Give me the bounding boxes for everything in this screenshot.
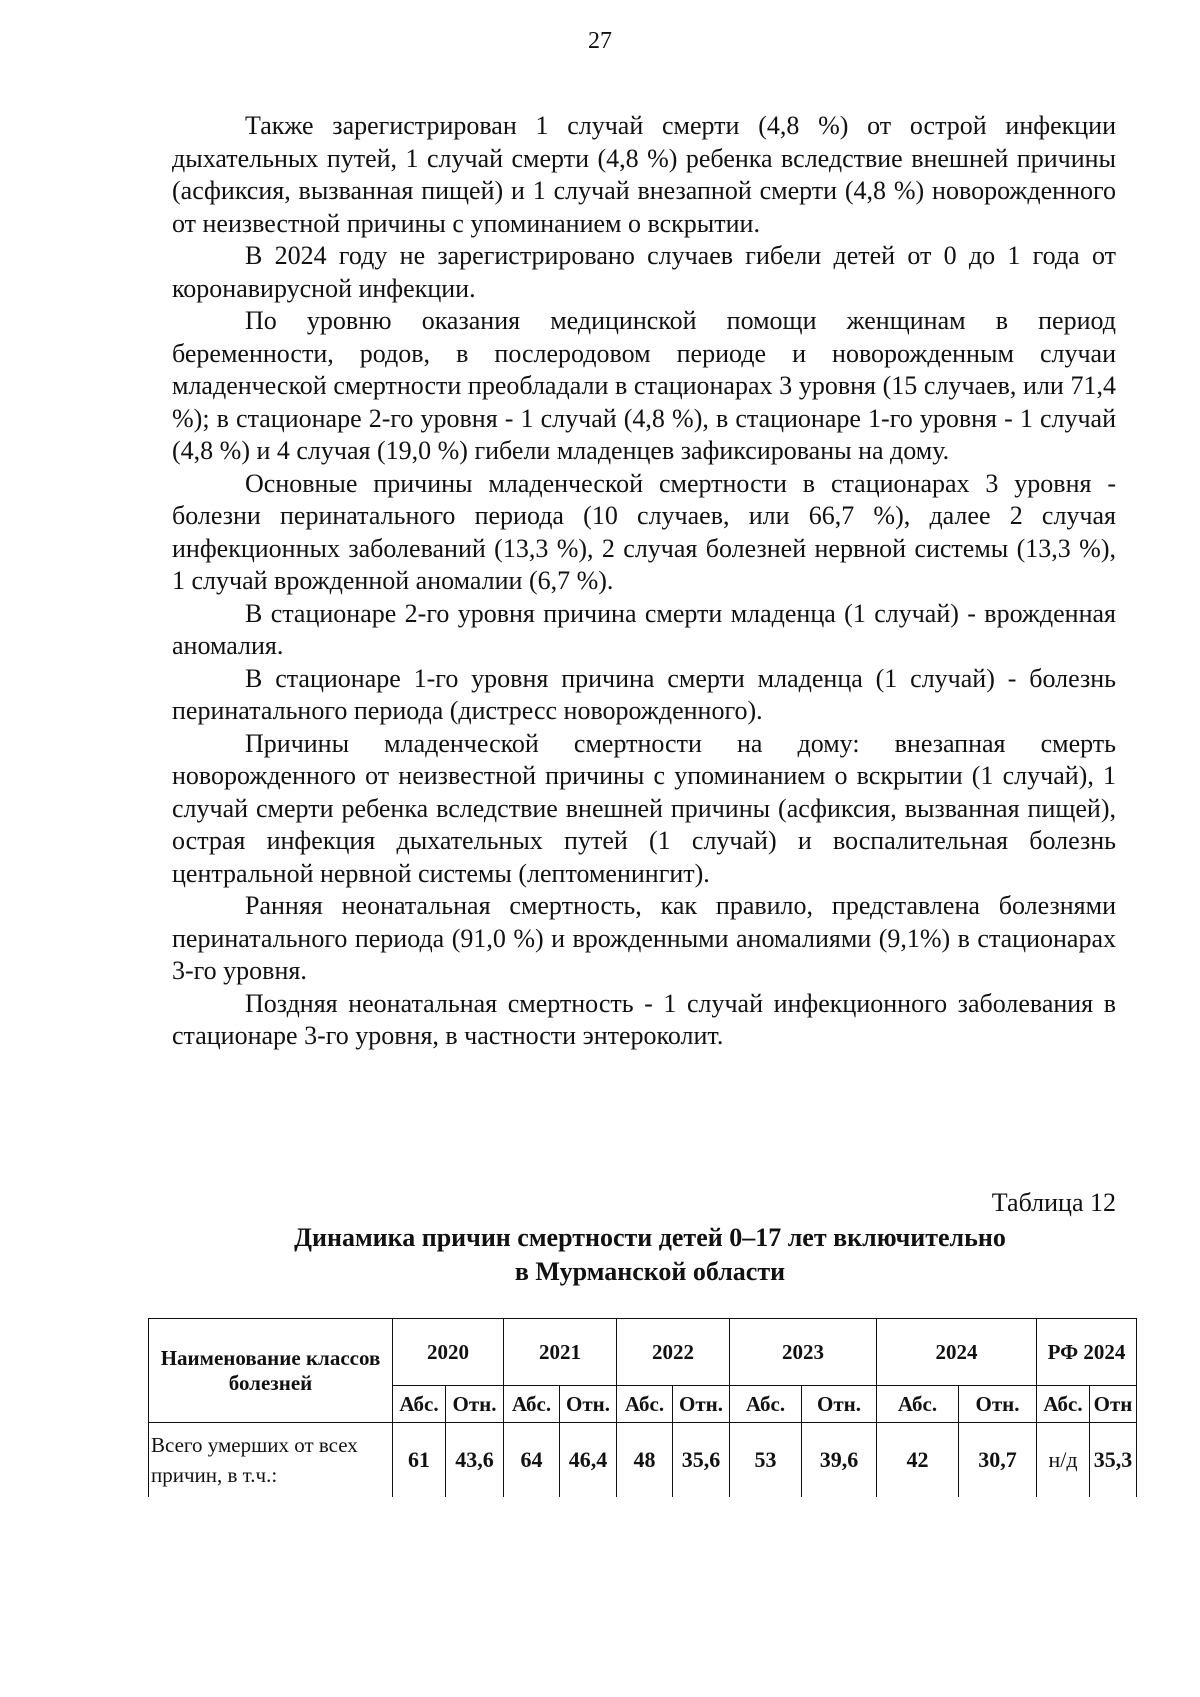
- body-text: [172, 110, 1116, 1053]
- table-header-row: [149, 1319, 1137, 1386]
- cell-value: 39,6: [802, 1423, 877, 1498]
- header-rel: Отн.: [802, 1386, 877, 1423]
- header-rel: Отн.: [959, 1386, 1037, 1423]
- cell-value: 46,4: [560, 1423, 617, 1498]
- cell-value: 53: [730, 1423, 802, 1498]
- header-abs: Абс.: [877, 1386, 959, 1423]
- paragraph: Также зарегистрирован 1 случай смерти (4,8 %) от острой инфекции дыхательных путей, 1 случай смерти (4,8 %) ребенка вследствие внешней причины (асфиксия, вызванная пищей) и 1 случай внезапной смерти (4,8 %) новорожденного от неизвестной причины с упоминанием о вскрытии.: [172, 111, 1116, 238]
- header-year: 2023: [730, 1319, 877, 1386]
- cell-value: 43,6: [446, 1423, 504, 1498]
- table-row: [149, 1423, 1137, 1498]
- header-abs: Абс.: [730, 1386, 802, 1423]
- mortality-table: [148, 1318, 1137, 1497]
- paragraph: В 2024 году не зарегистрировано случаев гибели детей от 0 до 1 года от коронавирусной инфекции.: [172, 241, 1116, 303]
- header-rel: Отн.: [560, 1386, 617, 1423]
- header-year: 2021: [504, 1319, 617, 1386]
- cell-value: 48: [617, 1423, 673, 1498]
- row-name: Всего умерших от всех причин, в т.ч.:: [149, 1423, 393, 1498]
- cell-value: 35,3: [1090, 1423, 1137, 1498]
- table-title: [120, 1221, 1180, 1289]
- header-rel: Отн.: [673, 1386, 730, 1423]
- cell-value: 64: [504, 1423, 560, 1498]
- header-abs: Абс.: [1037, 1386, 1090, 1423]
- cell-value: н/д: [1037, 1423, 1090, 1498]
- header-abs: Абс.: [617, 1386, 673, 1423]
- table-label: Таблица 12: [991, 1188, 1116, 1217]
- table-title-line-1: Динамика причин смертности детей 0–17 лет включительно: [294, 1223, 1006, 1252]
- header-name-column: Наименование классов болезней: [149, 1319, 393, 1423]
- paragraph: Причины младенческой смертности на дому: внезапная смерть новорожденного от неизвестной причины с упоминанием о вскрытии (1 случай), 1 случай смерти ребенка вследствие внешней причины (асфиксия, вызванная пищей), острая инфекция дыхательных путей (1 случай) и воспалительная болезнь центральной нервной системы (лептоменингит).: [172, 728, 1116, 888]
- header-rel: Отн: [1090, 1386, 1137, 1423]
- cell-value: 42: [877, 1423, 959, 1498]
- header-year-rf: РФ 2024: [1037, 1319, 1137, 1386]
- paragraph: Ранняя неонатальная смертность, как правило, представлена болезнями перинатального периода (91,0 %) и врожденными аномалиями (9,1%) в стационарах 3-го уровня.: [172, 891, 1116, 985]
- paragraph: По уровню оказания медицинской помощи женщинам в период беременности, родов, в послеродовом периоде и новорожденным случаи младенческой смертности преобладали в стационарах 3 уровня (15 случаев, или 71,4 %); в стационаре 2-го уровня - 1 случай (4,8 %), в стационаре 1-го уровня - 1 случай (4,8 %) и 4 случая (19,0 %) гибели младенцев зафиксированы на дому.: [172, 306, 1116, 465]
- header-abs: Абс.: [393, 1386, 446, 1423]
- paragraph: В стационаре 2-го уровня причина смерти младенца (1 случай) - врожденная аномалия.: [172, 598, 1116, 660]
- page-number: 27: [588, 28, 612, 54]
- paragraph: Основные причины младенческой смертности в стационарах 3 уровня - болезни перинатального периода (10 случаев, или 66,7 %), далее 2 случая инфекционных заболеваний (13,3 %), 2 случая болезней нервной системы (13,3 %), 1 случай врожденной аномалии (6,7 %).: [172, 468, 1116, 595]
- header-year: 2020: [393, 1319, 504, 1386]
- header-rel: Отн.: [446, 1386, 504, 1423]
- cell-value: 35,6: [673, 1423, 730, 1498]
- paragraph: В стационаре 1-го уровня причина смерти младенца (1 случай) - болезнь перинатального периода (дистресс новорожденного).: [172, 663, 1116, 725]
- header-year: 2022: [617, 1319, 730, 1386]
- paragraph: Поздняя неонатальная смертность - 1 случай инфекционного заболевания в стационаре 3-го уровня, в частности энтероколит.: [172, 988, 1116, 1050]
- cell-value: 61: [393, 1423, 446, 1498]
- header-abs: Абс.: [504, 1386, 560, 1423]
- header-year: 2024: [877, 1319, 1037, 1386]
- cell-value: 30,7: [959, 1423, 1037, 1498]
- table-title-line-2: в Мурманской области: [514, 1257, 786, 1286]
